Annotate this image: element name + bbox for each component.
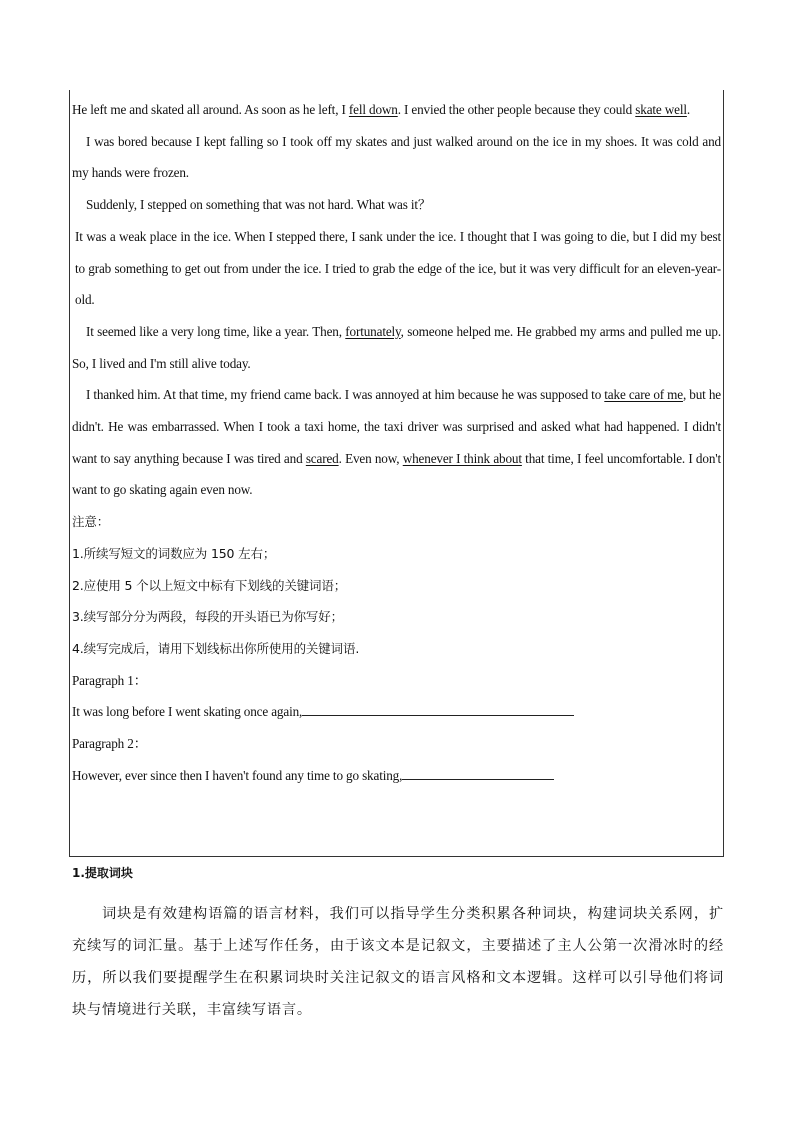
- passage-paragraph-2: I was bored because I kept falling so I took off my skates and just walked around on the ice in my shoes. It was cold and my hands were frozen.: [72, 133, 721, 181]
- task-content: [72, 94, 721, 791]
- passage-paragraph-1: He left me and skated all around. As soon as he left, I fell down. I envied the other people because they could skate well.: [72, 102, 691, 117]
- paragraph-1-label: Paragraph 1：: [72, 672, 147, 688]
- key-phrase: scared: [305, 450, 339, 466]
- passage-paragraph-3: Suddenly, I stepped on something that was not hard. What was it？: [86, 197, 431, 213]
- section-body: 词块是有效建构语篇的语言材料，我们可以指导学生分类积累各种词块，构建词块关系网，扩充续写的词汇量。基于上述写作任务，由于该文本是记叙文，主要描述了主人公第一次滑冰时的经历，所以我们要提醒学生在积累词块时关注记叙文的语言风格和文本逻辑。这样可以引导他们将词块与情境进行关联，丰富续写语言。: [72, 906, 724, 1018]
- key-phrase: take care of me: [604, 387, 683, 403]
- paragraph-1-start: It was long before I went skating once again,: [72, 696, 721, 728]
- note-item: 1.所续写短文的词数应为 150 左右；: [72, 545, 276, 561]
- section-heading: 1.提取词块: [72, 866, 133, 880]
- note-item: 4.续写完成后，请用下划线标出你所使用的关键词语.: [72, 640, 360, 656]
- key-phrase: skate well: [635, 102, 687, 117]
- passage-paragraph-5: It seemed like a very long time, like a year. Then, fortunately, someone helped me. He grabbed my arms and pulled me up. So, I lived and I'm still alive today.: [72, 323, 721, 371]
- passage-paragraph-4: It was a weak place in the ice. When I stepped there, I sank under the ice. I thought that I was going to die, but I did my best to grab something to get out from under the ice. I tried to grab the edge of the ice, but it was very difficult for an eleven-year-old.: [75, 228, 721, 308]
- note-item: 3.续写部分分为两段，每段的开头语已为你写好；: [72, 609, 343, 625]
- key-phrase: whenever I think about: [402, 450, 522, 466]
- notes-heading: 注意：: [72, 514, 110, 530]
- answer-blank[interactable]: [402, 766, 554, 780]
- key-phrase: fell down: [348, 102, 398, 117]
- paragraph-2-start: However, ever since then I haven't found any time to go skating,: [72, 760, 721, 792]
- note-item: 2.应使用 5 个以上短文中标有下划线的关键词语；: [72, 577, 347, 593]
- key-phrase: fortunately: [345, 323, 401, 339]
- paragraph-2-label: Paragraph 2：: [72, 736, 147, 752]
- task-box: [69, 90, 724, 857]
- passage-paragraph-6: I thanked him. At that time, my friend came back. I was annoyed at him because he was supposed to take care of me, but he didn't. He was embarrassed. When I took a taxi home, the taxi driver was surprised and asked what had happened. I didn't want to say anything because I was tired and scared. Even now, whenever I think about that time, I feel uncomfortable. I don't want to go skating again even now.: [72, 387, 721, 498]
- answer-blank[interactable]: [302, 702, 574, 716]
